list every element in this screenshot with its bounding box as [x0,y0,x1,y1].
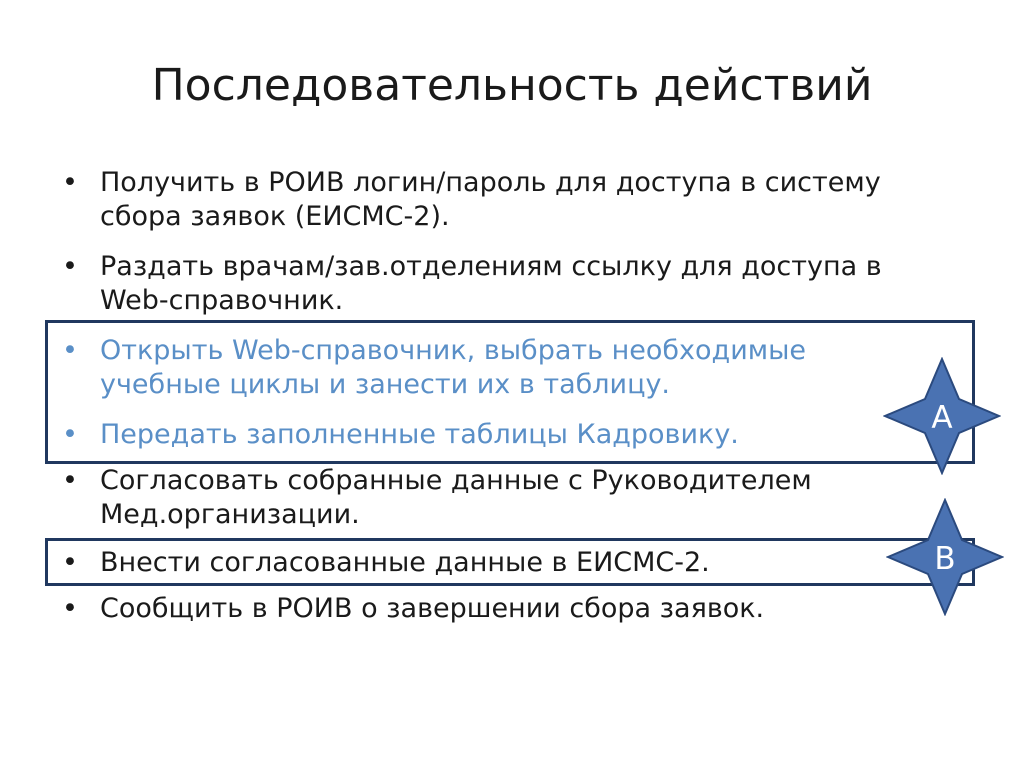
bullet-dot: • [62,593,78,624]
badge-a-label: A [931,400,953,436]
star-badge-icon [886,498,1004,616]
bullet-text-line: Внести согласованные данные в ЕИСМС-2. [100,547,710,578]
bullet-text-line: Согласовать собранные данные с Руководителем [100,465,812,496]
bullet-item-5 [62,464,962,532]
bullet-text-line: Web-справочник. [100,285,344,316]
bullet-text-line: Раздать врачам/зав.отделениям ссылку для доступа в [100,251,882,282]
badge-b [886,498,1004,616]
bullet-item-1 [62,166,962,234]
bullet-text-line: Сообщить в РОИВ о завершении сбора заявок. [100,593,765,624]
bullet-text-line: учебные циклы и занести их в таблицу. [100,369,671,400]
bullet-text-line: Открыть Web-справочник, выбрать необходимые [100,335,807,366]
slide-title: Последовательность действий [151,60,873,111]
bullet-item-2 [62,250,962,318]
bullet-dot: • [62,167,78,198]
bullet-item-7 [62,592,962,626]
bullet-dot: • [62,335,78,366]
bullet-text-line: Мед.организации. [100,499,360,530]
bullet-dot: • [62,419,78,450]
star-badge-icon [883,357,1001,475]
bullet-text-line: Передать заполненные таблицы Кадровику. [100,419,739,450]
bullet-text-line: сбора заявок (ЕИСМС-2). [100,201,450,232]
badge-a [883,357,1001,475]
highlight-frame-b [45,538,975,586]
bullet-dot: • [62,547,78,578]
badge-b-label: B [934,541,956,577]
bullet-dot: • [62,251,78,282]
bullet-dot: • [62,465,78,496]
bullet-text-line: Получить в РОИВ логин/пароль для доступа в систему [100,167,881,198]
highlight-frame-a [45,320,975,464]
